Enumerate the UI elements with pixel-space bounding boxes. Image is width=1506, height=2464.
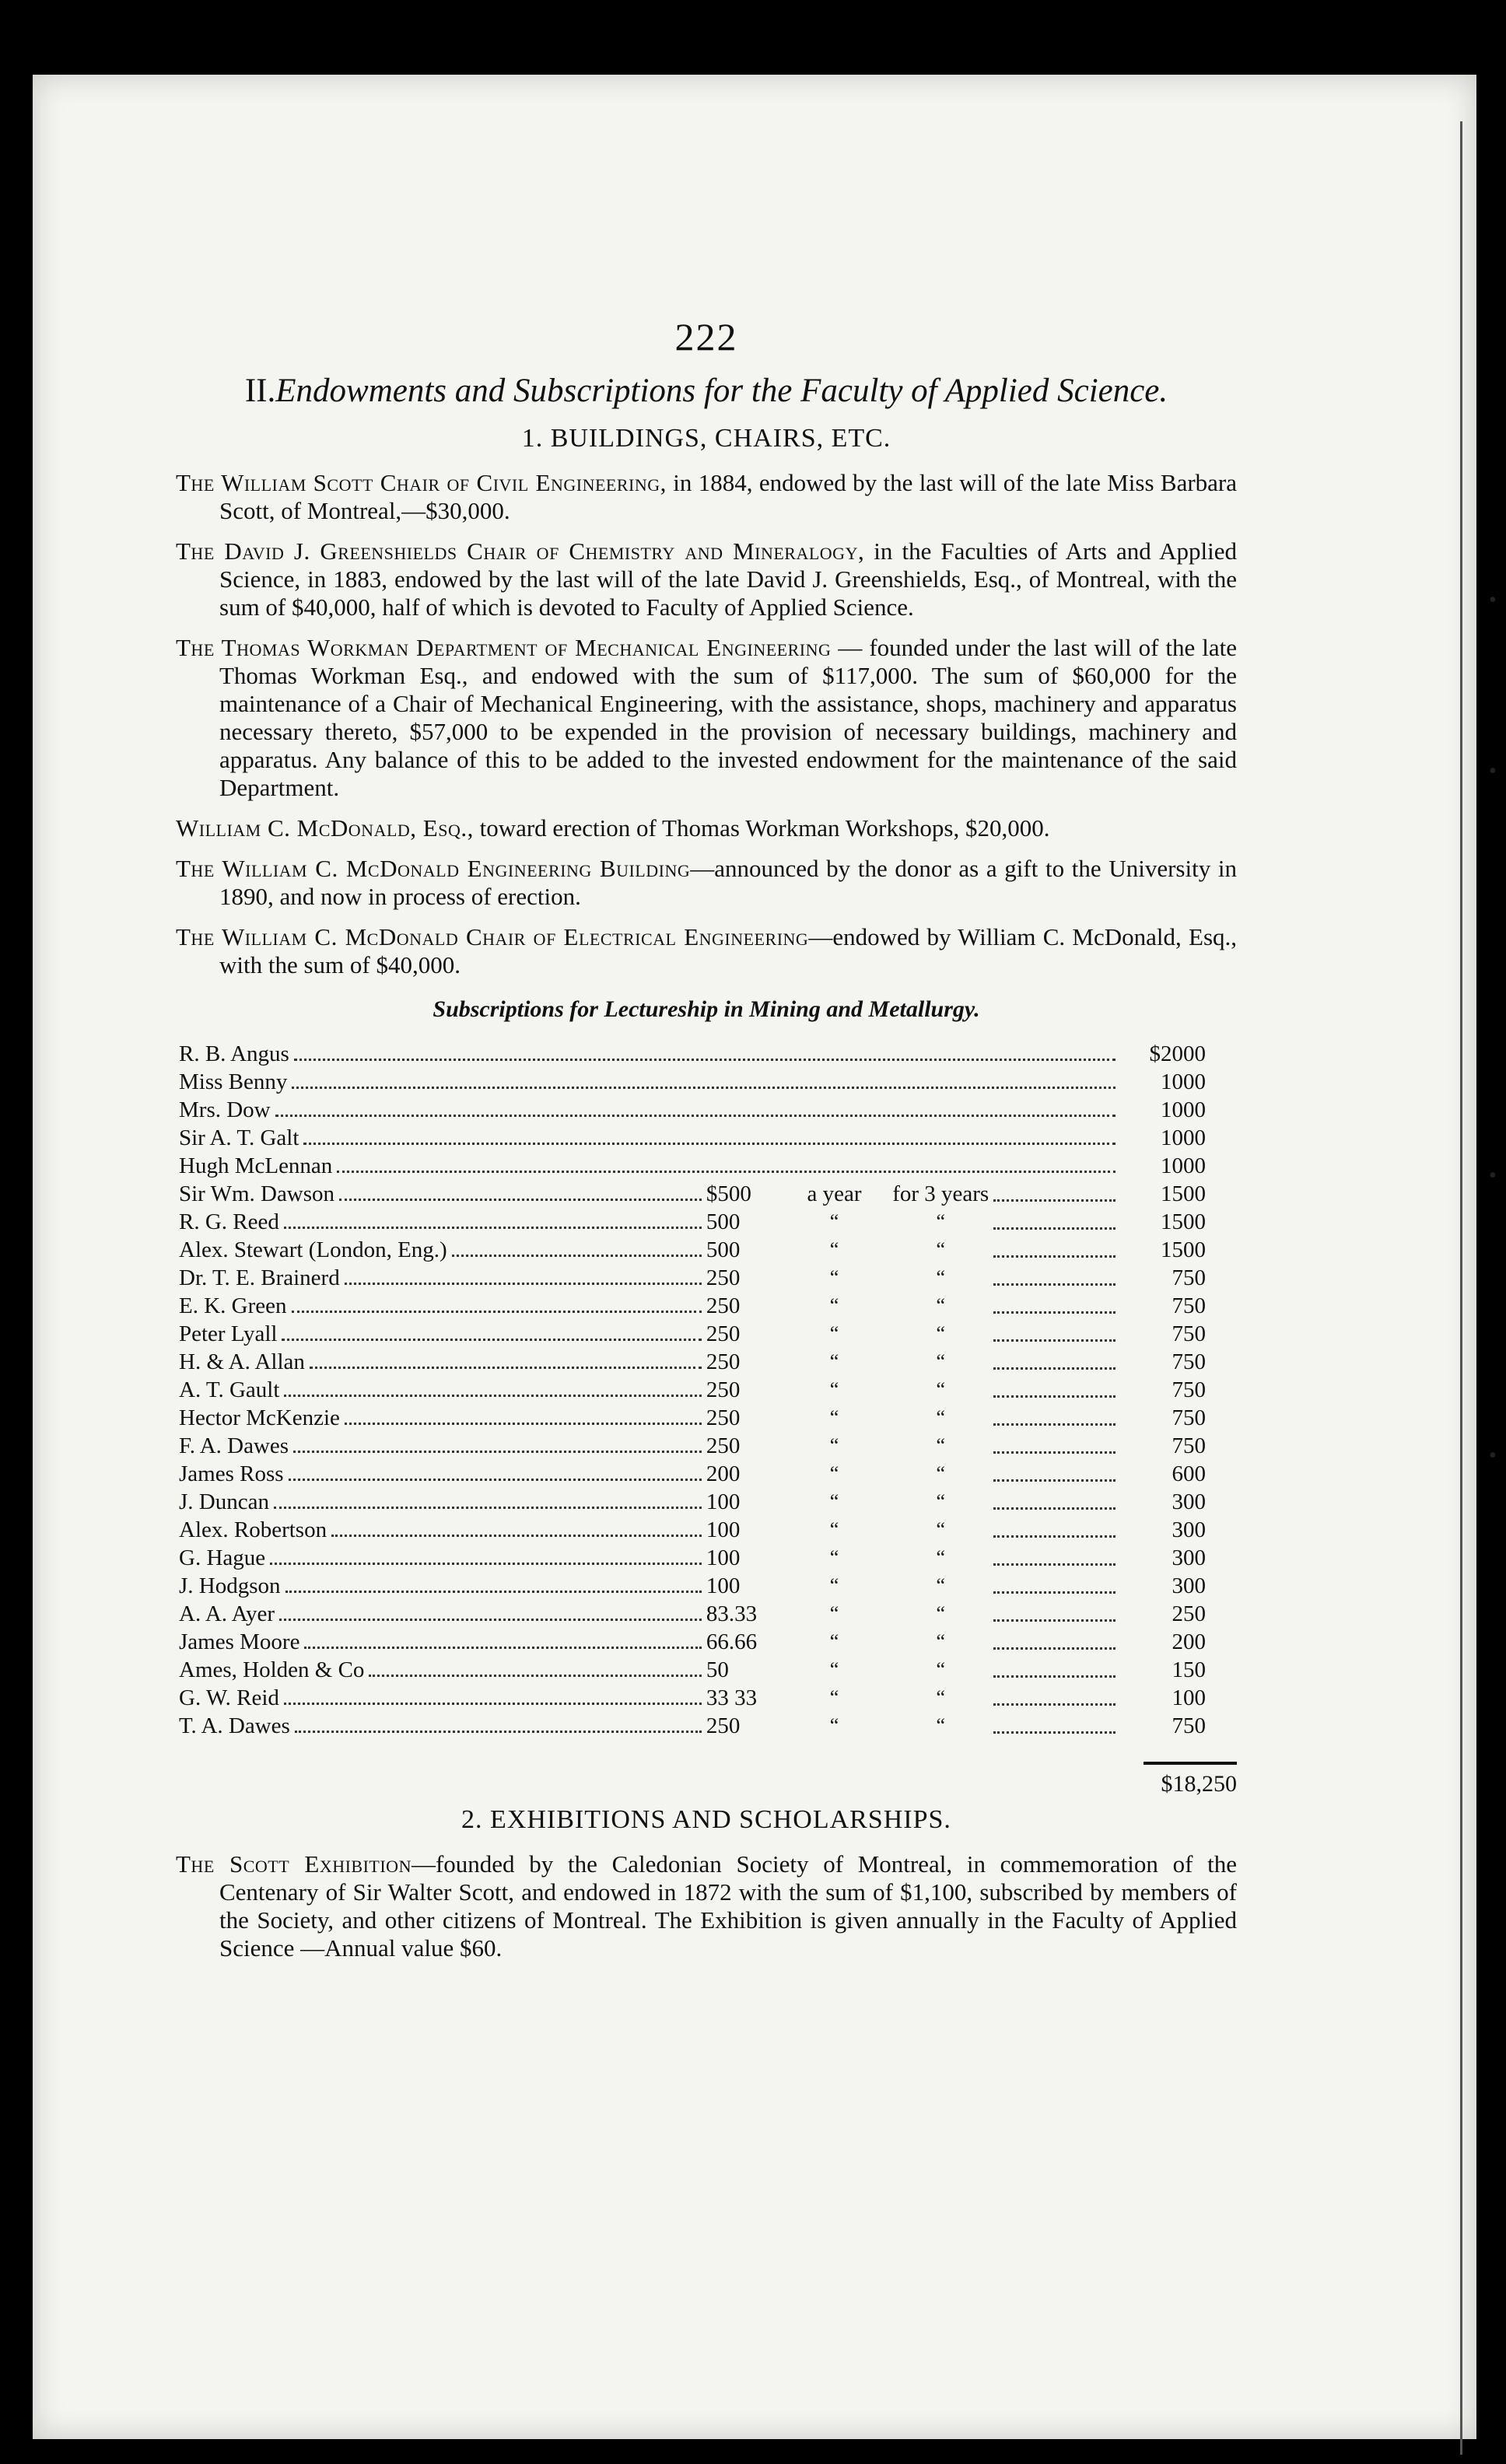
subscription-total-amount: 300 xyxy=(1172,1545,1206,1570)
entry-text: toward erection of Thomas Workman Workshops, $20,000. xyxy=(473,814,1050,842)
subscription-total-amount: 750 xyxy=(1172,1293,1206,1318)
yearly-amount: 33 33 xyxy=(706,1685,758,1710)
subscriber-name: James Ross xyxy=(179,1461,284,1486)
subscriptions-heading: Subscriptions for Lectureship in Mining and Metallurgy. xyxy=(433,996,980,1022)
subscriber-name: G. Hague xyxy=(179,1545,266,1570)
margin-mark: • xyxy=(1489,759,1497,783)
subscriber-name: Alex. Stewart (London, Eng.) xyxy=(179,1237,447,1262)
subscriber-name: Alex. Robertson xyxy=(179,1517,327,1542)
dot-leader xyxy=(993,1479,1115,1482)
entry-text: in 1884, endowed by the last will of the late Miss Barbara Scott, of Montreal,—$30,000. xyxy=(219,469,1237,524)
ditto-mark: “ xyxy=(936,1518,945,1541)
subscriptions-table xyxy=(179,1040,1206,1740)
subscription-total-amount: 1500 xyxy=(1161,1209,1206,1234)
dot-leader xyxy=(993,1451,1115,1454)
dot-leader xyxy=(289,1479,702,1481)
subscription-total-amount: 150 xyxy=(1172,1657,1206,1682)
ditto-mark: “ xyxy=(936,1714,945,1737)
yearly-amount: 250 xyxy=(706,1293,741,1318)
table-row xyxy=(179,1096,1206,1124)
subscription-total-amount: 750 xyxy=(1172,1713,1206,1738)
subscription-total-amount: 1500 xyxy=(1161,1181,1206,1206)
subscriber-name: James Moore xyxy=(179,1629,300,1654)
subscription-total-amount: 600 xyxy=(1172,1461,1206,1486)
yearly-amount: 500 xyxy=(706,1209,741,1234)
dot-leader xyxy=(993,1367,1115,1370)
part2-entries xyxy=(176,1850,1237,1962)
ditto-mark: “ xyxy=(829,1238,839,1261)
table-row xyxy=(179,1376,1206,1404)
entry-lead: The Scott Exhibition xyxy=(176,1850,412,1878)
part1-heading: 1. BUILDINGS, CHAIRS, ETC. xyxy=(521,424,891,453)
table-row xyxy=(179,1180,1206,1208)
page-content xyxy=(176,233,1237,1975)
subscriber-name: R. B. Angus xyxy=(179,1041,289,1066)
entry-text: —announced by the donor as a gift to the University in 1890, and now in process of erection. xyxy=(219,855,1237,910)
dot-leader xyxy=(345,1283,702,1285)
part1-entry xyxy=(176,537,1237,621)
subscription-total-amount: 300 xyxy=(1172,1489,1206,1514)
table-row xyxy=(179,1544,1206,1572)
ditto-mark: “ xyxy=(936,1238,945,1261)
subscription-total-amount: 750 xyxy=(1172,1265,1206,1290)
ditto-mark: “ xyxy=(829,1658,839,1681)
dot-leader xyxy=(337,1171,1115,1173)
dot-leader xyxy=(369,1675,701,1677)
ditto-mark: for 3 years xyxy=(892,1181,989,1206)
entry-text: in the Faculties of Arts and Applied Science, in 1883, endowed by the last will of the late David J. Greenshields, Esq., of Montreal, with the sum of $40,000, half of which is devoted to Faculty of Applied Science. xyxy=(219,537,1238,621)
subscription-total-amount: 1000 xyxy=(1161,1069,1206,1094)
table-row xyxy=(179,1348,1206,1376)
dot-leader xyxy=(993,1647,1115,1650)
subscription-total-amount: 750 xyxy=(1172,1377,1206,1402)
dot-leader xyxy=(993,1395,1115,1398)
subscriber-name: E. K. Green xyxy=(179,1293,287,1318)
yearly-amount: 250 xyxy=(706,1349,741,1374)
ditto-mark: “ xyxy=(829,1462,839,1485)
table-row xyxy=(179,1292,1206,1320)
ditto-mark: “ xyxy=(829,1406,839,1429)
total-amount: $18,250 xyxy=(1161,1771,1237,1797)
part1-entry xyxy=(176,634,1237,802)
ditto-mark: “ xyxy=(829,1322,839,1345)
page-number: 222 xyxy=(674,315,738,359)
yearly-amount: 100 xyxy=(706,1489,741,1514)
entry-text: — founded under the last will of the late Thomas Workman Esq., and endowed with the sum of $117,000. The sum of $60,000 for the maintenance of a Chair of Mechanical Engineering, with the assistance, shops, machinery and apparatus necessary thereto, $57,000 to be expended in the provision of necessary buildings, machinery and apparatus. Any balance of this to be added to the invested endowment for the maintenance of the said Department. xyxy=(219,634,1237,801)
subscription-total-amount: 250 xyxy=(1172,1601,1206,1626)
table-row xyxy=(179,1236,1206,1264)
ditto-mark: “ xyxy=(829,1518,839,1541)
subscriber-name: Sir Wm. Dawson xyxy=(179,1181,335,1206)
dot-leader xyxy=(993,1703,1115,1706)
part1-entry xyxy=(176,855,1237,911)
entry-lead: The William C. McDonald Engineering Building xyxy=(176,855,691,882)
table-row xyxy=(179,1264,1206,1292)
ditto-mark: “ xyxy=(829,1686,839,1709)
dot-leader xyxy=(310,1367,702,1369)
yearly-amount: 100 xyxy=(706,1517,741,1542)
dot-leader xyxy=(292,1311,702,1313)
dot-leader xyxy=(274,1507,702,1509)
table-row xyxy=(179,1488,1206,1516)
ditto-mark: “ xyxy=(829,1434,839,1457)
subscriber-name: Peter Lyall xyxy=(179,1321,278,1346)
table-row xyxy=(179,1460,1206,1488)
ditto-mark: “ xyxy=(936,1546,945,1569)
table-row xyxy=(179,1600,1206,1628)
table-row xyxy=(179,1656,1206,1684)
ditto-mark: “ xyxy=(936,1322,945,1345)
subscriber-name: Miss Benny xyxy=(179,1069,288,1094)
table-row xyxy=(179,1516,1206,1544)
ditto-mark: “ xyxy=(936,1434,945,1457)
ditto-mark: “ xyxy=(829,1378,839,1401)
ditto-mark: “ xyxy=(936,1630,945,1653)
entry-lead: The William Scott Chair of Civil Engineering, xyxy=(176,469,667,496)
table-row xyxy=(179,1572,1206,1600)
dot-leader xyxy=(345,1423,702,1425)
table-row xyxy=(179,1124,1206,1152)
dot-leader xyxy=(993,1675,1115,1678)
ditto-mark: “ xyxy=(936,1266,945,1289)
subscriber-name: J. Duncan xyxy=(179,1489,269,1514)
table-row xyxy=(179,1404,1206,1432)
subscriber-name: H. & A. Allan xyxy=(179,1349,305,1374)
ditto-mark: “ xyxy=(829,1294,839,1317)
ditto-mark: “ xyxy=(936,1658,945,1681)
entry-lead: The Thomas Workman Department of Mechanical Engineering xyxy=(176,634,832,661)
entry-text: —endowed by William C. McDonald, Esq., with the sum of $40,000. xyxy=(219,923,1238,978)
subscriber-name: A. A. Ayer xyxy=(179,1601,275,1626)
entry-text: —founded by the Caledonian Society of Montreal, in commemoration of the Centenary of Sir Walter Scott, and endowed in 1872 with the sum of $1,100, subscribed by members of the Society, and other citizens of Montreal. The Exhibition is given annually in the Faculty of Applied Science —Annual value $60. xyxy=(219,1850,1237,1962)
entry-lead: William C. McDonald, Esq., xyxy=(176,814,474,842)
subscriber-name: G. W. Reid xyxy=(179,1685,279,1710)
dot-leader xyxy=(993,1591,1115,1594)
subscriber-name: Ames, Holden & Co xyxy=(179,1657,365,1682)
subscription-total-amount: 1000 xyxy=(1161,1097,1206,1122)
yearly-amount: 250 xyxy=(706,1321,741,1346)
dot-leader xyxy=(284,1227,702,1229)
subscription-total-amount: 1000 xyxy=(1161,1153,1206,1178)
ditto-mark: “ xyxy=(936,1378,945,1401)
yearly-amount: 250 xyxy=(706,1377,741,1402)
dot-leader xyxy=(993,1563,1115,1566)
dot-leader xyxy=(292,1087,1115,1089)
table-row xyxy=(179,1432,1206,1460)
subscription-total-amount: 750 xyxy=(1172,1349,1206,1374)
ditto-mark: a year xyxy=(807,1181,862,1206)
yearly-amount: 100 xyxy=(706,1573,741,1598)
dot-leader xyxy=(304,1647,701,1649)
dot-leader xyxy=(993,1283,1115,1286)
yearly-amount: 200 xyxy=(706,1461,741,1486)
ditto-mark: “ xyxy=(829,1574,839,1597)
dot-leader xyxy=(279,1619,702,1621)
page-edge-shadow xyxy=(1460,121,1462,2455)
yearly-amount: 66.66 xyxy=(706,1629,758,1654)
table-row xyxy=(179,1040,1206,1068)
subscriber-name: Mrs. Dow xyxy=(179,1097,271,1122)
dot-leader xyxy=(993,1339,1115,1342)
yearly-amount: 250 xyxy=(706,1433,741,1458)
subscriber-name: R. G. Reed xyxy=(179,1209,279,1234)
ditto-mark: “ xyxy=(936,1602,945,1625)
part2-heading: 2. EXHIBITIONS AND SCHOLARSHIPS. xyxy=(461,1805,951,1834)
table-row xyxy=(179,1684,1206,1712)
yearly-amount: $500 xyxy=(706,1181,751,1206)
subscriber-name: Sir A. T. Galt xyxy=(179,1125,299,1150)
ditto-mark: “ xyxy=(829,1714,839,1737)
dot-leader xyxy=(993,1199,1115,1202)
dot-leader xyxy=(294,1059,1115,1061)
dot-leader xyxy=(993,1423,1115,1426)
ditto-mark: “ xyxy=(936,1210,945,1233)
margin-mark: • xyxy=(1489,588,1497,612)
dot-leader xyxy=(275,1115,1116,1117)
yearly-amount: 250 xyxy=(706,1265,741,1290)
dot-leader xyxy=(284,1395,701,1397)
table-row xyxy=(179,1068,1206,1096)
subscription-total-amount: 1000 xyxy=(1161,1125,1206,1150)
ditto-mark: “ xyxy=(936,1574,945,1597)
part1-entry xyxy=(176,923,1237,979)
ditto-mark: “ xyxy=(936,1406,945,1429)
yearly-amount: 250 xyxy=(706,1405,741,1430)
ditto-mark: “ xyxy=(829,1490,839,1513)
yearly-amount: 100 xyxy=(706,1545,741,1570)
ditto-mark: “ xyxy=(936,1462,945,1485)
entry-lead: The David J. Greenshields Chair of Chemistry and Mineralogy, xyxy=(176,537,865,565)
margin-mark: • xyxy=(1489,1164,1497,1188)
part2-entry xyxy=(176,1850,1237,1962)
dot-leader xyxy=(993,1535,1115,1538)
subscriber-name: Hector McKenzie xyxy=(179,1405,340,1430)
table-row xyxy=(179,1208,1206,1236)
subscription-total-amount: 300 xyxy=(1172,1573,1206,1598)
section-title xyxy=(176,372,1237,410)
subscriber-name: J. Hodgson xyxy=(179,1573,281,1598)
dot-leader xyxy=(993,1255,1115,1258)
ditto-mark: “ xyxy=(936,1294,945,1317)
subscription-total-amount: 750 xyxy=(1172,1433,1206,1458)
table-row xyxy=(179,1628,1206,1656)
table-row xyxy=(179,1712,1206,1740)
entry-lead: The William C. McDonald Chair of Electrical Engineering xyxy=(176,923,809,950)
dot-leader xyxy=(270,1563,702,1565)
subscription-total-amount: 200 xyxy=(1172,1629,1206,1654)
ditto-mark: “ xyxy=(829,1266,839,1289)
dot-leader xyxy=(293,1451,702,1453)
table-row xyxy=(179,1152,1206,1180)
ditto-mark: “ xyxy=(829,1546,839,1569)
subscriber-name: F. A. Dawes xyxy=(179,1433,289,1458)
dot-leader xyxy=(993,1507,1115,1510)
subscriber-name: Hugh McLennan xyxy=(179,1153,333,1178)
dot-leader xyxy=(282,1339,701,1341)
subscriber-name: T. A. Dawes xyxy=(179,1713,290,1738)
dot-leader xyxy=(295,1731,702,1733)
dot-leader xyxy=(284,1703,702,1705)
yearly-amount: 50 xyxy=(706,1657,729,1682)
subscription-total-amount: 100 xyxy=(1172,1685,1206,1710)
dot-leader xyxy=(339,1199,702,1201)
ditto-mark: “ xyxy=(829,1210,839,1233)
yearly-amount: 250 xyxy=(706,1713,741,1738)
ditto-mark: “ xyxy=(936,1490,945,1513)
section-title-text: Endowments and Subscriptions for the Faculty of Applied Science. xyxy=(275,373,1168,409)
dot-leader xyxy=(993,1311,1115,1314)
subscription-total-amount: $2000 xyxy=(1149,1041,1206,1066)
subscription-total-amount: 750 xyxy=(1172,1405,1206,1430)
yearly-amount: 500 xyxy=(706,1237,741,1262)
ditto-mark: “ xyxy=(829,1602,839,1625)
part1-entry xyxy=(176,814,1237,842)
ditto-mark: “ xyxy=(936,1350,945,1373)
subscriber-name: Dr. T. E. Brainerd xyxy=(179,1265,340,1290)
ditto-mark: “ xyxy=(829,1350,839,1373)
margin-mark: • xyxy=(1489,1444,1497,1468)
part1-entry xyxy=(176,469,1237,525)
table-row xyxy=(179,1320,1206,1348)
subscriptions-total xyxy=(176,1745,1237,1797)
part1-entries xyxy=(176,469,1237,979)
section-roman: II. xyxy=(244,373,276,409)
ditto-mark: “ xyxy=(829,1630,839,1653)
dot-leader xyxy=(331,1535,702,1537)
subscription-total-amount: 1500 xyxy=(1161,1237,1206,1262)
dot-leader xyxy=(285,1591,702,1593)
subscription-total-amount: 750 xyxy=(1172,1321,1206,1346)
subscription-total-amount: 300 xyxy=(1172,1517,1206,1542)
total-rule xyxy=(1144,1762,1237,1765)
dot-leader xyxy=(993,1227,1115,1230)
ditto-mark: “ xyxy=(936,1686,945,1709)
dot-leader xyxy=(993,1731,1115,1734)
yearly-amount: 83.33 xyxy=(706,1601,758,1626)
dot-leader xyxy=(452,1255,702,1257)
dot-leader xyxy=(303,1143,1115,1145)
subscriber-name: A. T. Gault xyxy=(179,1377,280,1402)
dot-leader xyxy=(993,1619,1115,1622)
